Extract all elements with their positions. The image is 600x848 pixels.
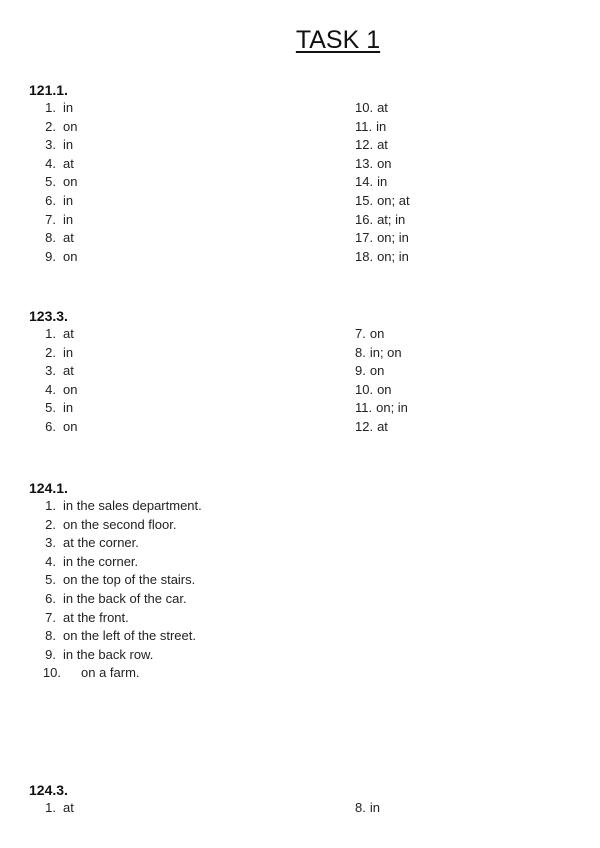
item-number: 9. xyxy=(45,646,56,662)
item-answer: at xyxy=(377,137,388,153)
item-number: 2. xyxy=(45,118,56,134)
item-answer: on; at xyxy=(377,192,410,208)
item-number: 6. xyxy=(45,192,56,208)
section-heading: 124.1. xyxy=(29,480,68,496)
item-number: 9. xyxy=(45,248,56,264)
item-answer: at xyxy=(63,230,74,246)
item-answer: in the sales department. xyxy=(63,498,202,513)
item-answer: on the second floor. xyxy=(63,516,177,532)
answer-item xyxy=(29,609,202,628)
item-answer: at; in xyxy=(377,211,406,227)
item-number: 15. xyxy=(355,192,374,208)
answer-item xyxy=(355,173,410,192)
answer-item xyxy=(29,418,77,437)
item-answer: on the left of the street. xyxy=(63,628,196,644)
item-number: 10. xyxy=(355,381,374,397)
answer-item xyxy=(29,571,202,590)
answer-item xyxy=(355,344,408,363)
answer-item xyxy=(29,344,77,363)
answer-item xyxy=(355,211,410,230)
item-answer: on xyxy=(63,118,78,134)
item-number: 3. xyxy=(45,137,56,153)
answer-item xyxy=(29,192,77,211)
item-number: 11. xyxy=(355,400,373,416)
item-answer: at xyxy=(63,326,74,341)
section-heading: 124.3. xyxy=(29,782,68,798)
item-number: 18. xyxy=(355,248,374,264)
item-number: 7. xyxy=(355,326,366,341)
item-answer: at xyxy=(63,800,74,815)
item-number: 9. xyxy=(355,363,366,379)
answer-item xyxy=(29,136,77,155)
answer-item xyxy=(29,646,202,665)
item-number: 2. xyxy=(45,516,56,532)
item-answer: on xyxy=(369,326,385,341)
item-number: 12. xyxy=(355,137,374,153)
answer-item xyxy=(355,192,410,211)
item-answer: at the front. xyxy=(63,609,129,625)
answer-item xyxy=(29,325,77,344)
answer-item xyxy=(29,362,77,381)
answer-item xyxy=(355,99,410,118)
item-number: 14. xyxy=(355,174,374,190)
item-number: 8. xyxy=(355,344,366,360)
answer-item xyxy=(29,211,77,230)
item-number: 10. xyxy=(355,100,374,115)
answer-item xyxy=(29,590,202,609)
answer-item xyxy=(29,534,202,553)
answer-item xyxy=(29,664,202,683)
answer-item xyxy=(355,248,410,267)
page-title: TASK 1 xyxy=(295,26,381,54)
section-124-3 xyxy=(29,781,380,815)
answer-item xyxy=(29,173,77,192)
left-answer-column xyxy=(29,325,77,437)
item-answer: in xyxy=(376,118,387,134)
item-number: 5. xyxy=(45,572,56,588)
item-answer: in xyxy=(369,800,380,815)
answer-item xyxy=(355,118,410,137)
item-answer: on; in xyxy=(377,230,409,246)
answer-item xyxy=(29,399,77,418)
item-answer: in xyxy=(377,174,388,190)
item-answer: in xyxy=(63,211,74,227)
item-number: 13. xyxy=(355,155,374,171)
item-answer: at xyxy=(63,155,74,171)
section-121-1 xyxy=(29,81,410,264)
item-number: 1. xyxy=(45,800,56,815)
item-answer: on xyxy=(63,174,78,190)
item-number: 5. xyxy=(45,174,56,190)
answer-item xyxy=(29,229,77,248)
item-answer: on; in xyxy=(376,400,408,416)
item-number: 1. xyxy=(45,326,56,341)
item-answer: in the corner. xyxy=(63,553,139,569)
answer-item xyxy=(29,627,202,646)
item-number: 10. xyxy=(42,665,61,681)
answer-item xyxy=(29,99,77,118)
item-answer: in xyxy=(63,400,74,416)
item-number: 6. xyxy=(45,418,56,434)
answer-item xyxy=(355,381,408,400)
answer-item xyxy=(355,399,408,418)
answer-item xyxy=(29,516,202,535)
item-answer: in xyxy=(63,137,74,153)
answer-item xyxy=(29,118,77,137)
answer-item xyxy=(29,799,74,818)
section-123-3 xyxy=(29,307,408,434)
answer-item xyxy=(355,799,380,818)
item-number: 1. xyxy=(45,498,56,513)
item-number: 4. xyxy=(45,155,56,171)
item-answer: at xyxy=(377,418,388,434)
item-answer: at xyxy=(63,363,74,379)
answer-item xyxy=(29,381,77,400)
answer-item xyxy=(29,155,77,174)
item-answer: on the top of the stairs. xyxy=(63,572,196,588)
item-answer: on xyxy=(63,381,78,397)
item-number: 8. xyxy=(355,800,366,815)
item-number: 7. xyxy=(45,211,56,227)
left-answer-column xyxy=(29,497,202,683)
item-number: 3. xyxy=(45,535,56,551)
item-answer: on xyxy=(63,248,78,264)
answer-item xyxy=(355,362,408,381)
right-answer-column xyxy=(355,325,408,437)
item-answer: in xyxy=(63,344,74,360)
item-answer: on xyxy=(377,155,392,171)
item-answer: in; on xyxy=(369,344,402,360)
answer-item xyxy=(29,553,202,572)
section-heading: 121.1. xyxy=(29,82,68,98)
item-answer: on xyxy=(63,418,78,434)
item-number: 1. xyxy=(45,100,56,115)
item-number: 3. xyxy=(45,363,56,379)
item-number: 8. xyxy=(45,230,56,246)
item-answer: in the back row. xyxy=(63,646,154,662)
item-number: 8. xyxy=(45,628,56,644)
answer-item xyxy=(355,418,408,437)
answer-item xyxy=(355,155,410,174)
item-answer: at the corner. xyxy=(63,535,139,551)
answer-item xyxy=(355,325,408,344)
left-answer-column xyxy=(29,99,77,266)
item-number: 4. xyxy=(45,553,56,569)
section-124-1 xyxy=(29,479,202,681)
item-answer: in xyxy=(63,192,74,208)
section-heading: 123.3. xyxy=(29,308,68,324)
item-answer: in xyxy=(63,100,74,115)
item-number: 2. xyxy=(45,344,56,360)
item-number: 12. xyxy=(355,418,374,434)
item-answer: on a farm. xyxy=(81,665,140,681)
item-number: 11. xyxy=(355,118,373,134)
left-answer-column xyxy=(29,799,74,818)
right-answer-column xyxy=(355,99,410,266)
item-number: 5. xyxy=(45,400,56,416)
item-number: 6. xyxy=(45,590,56,606)
item-number: 4. xyxy=(45,381,56,397)
item-answer: on; in xyxy=(377,248,409,264)
right-answer-column xyxy=(355,799,380,818)
item-number: 16. xyxy=(355,211,374,227)
answer-item xyxy=(29,248,77,267)
answer-item xyxy=(355,229,410,248)
item-answer: in the back of the car. xyxy=(63,590,187,606)
item-answer: on xyxy=(369,363,385,379)
item-answer: on xyxy=(377,381,392,397)
answer-item xyxy=(355,136,410,155)
item-number: 17. xyxy=(355,230,374,246)
item-answer: at xyxy=(377,100,388,115)
item-number: 7. xyxy=(45,609,56,625)
answer-item xyxy=(29,497,202,516)
